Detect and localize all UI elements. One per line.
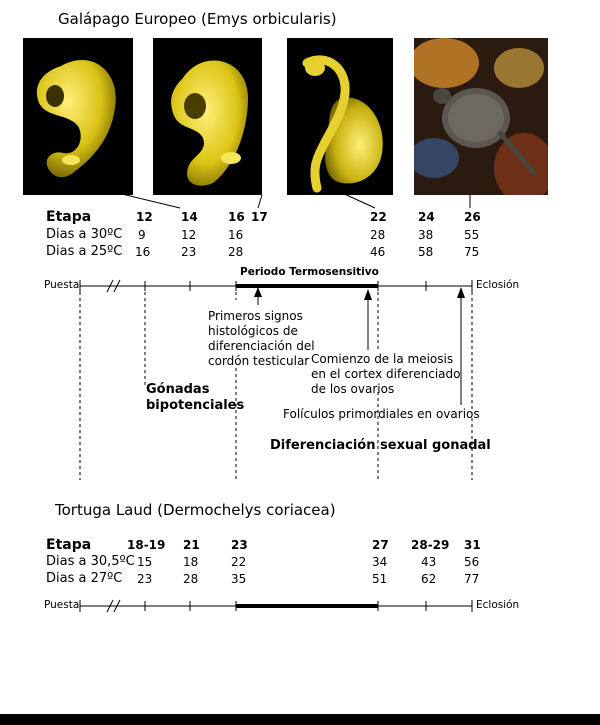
annotation-gonads bbox=[146, 382, 244, 414]
stage-cell: 28-29 bbox=[411, 538, 450, 552]
species-2-title: Tortuga Laud (Dermochelys coriacea) bbox=[55, 501, 336, 519]
days-cell: 18 bbox=[183, 555, 199, 569]
days-cell: 58 bbox=[418, 245, 434, 259]
stage-cell: 23 bbox=[231, 538, 248, 552]
annotation-line: cordón testicular bbox=[208, 354, 310, 368]
stage-cell: 14 bbox=[181, 210, 198, 224]
annotation-follicles: Folículos primordiales en ovarios bbox=[283, 407, 480, 421]
days-cell: 34 bbox=[372, 555, 388, 569]
timeline-2-end-label: Eclosión bbox=[476, 599, 520, 611]
days-cell: 28 bbox=[370, 228, 386, 242]
annotation-sexual-differentiation: Diferenciación sexual gonadal bbox=[270, 438, 491, 453]
species-1-row2-label: Dias a 25ºC bbox=[46, 244, 123, 259]
days-cell: 43 bbox=[421, 555, 437, 569]
annotation-line: histológicos de bbox=[208, 324, 298, 338]
days-cell: 28 bbox=[183, 572, 199, 586]
stage-cell: 31 bbox=[464, 538, 481, 552]
timeline-2-start-label: Puesta bbox=[44, 599, 80, 611]
days-cell: 55 bbox=[464, 228, 480, 242]
days-cell: 9 bbox=[138, 228, 146, 242]
species-2-row1-label: Dias a 30,5ºC bbox=[46, 554, 135, 569]
days-cell: 16 bbox=[228, 228, 244, 242]
stage-cell: 26 bbox=[464, 210, 481, 224]
species-1-row1-label: Dias a 30ºC bbox=[46, 227, 123, 242]
annotation-line: Comienzo de la meiosis bbox=[311, 352, 454, 366]
stage-cell: 24 bbox=[418, 210, 435, 224]
annotation-line: de los ovarios bbox=[311, 382, 395, 396]
days-cell: 77 bbox=[464, 572, 480, 586]
days-cell: 38 bbox=[418, 228, 434, 242]
timeline-1-start-label: Puesta bbox=[44, 279, 80, 291]
thermosensitive-period-label: Periodo Termosensitivo bbox=[240, 266, 379, 278]
annotation-line: en el cortex diferenciado bbox=[311, 367, 461, 381]
annotation-line: diferenciación del bbox=[208, 339, 315, 353]
days-cell: 23 bbox=[137, 572, 153, 586]
annotation-meiosis bbox=[311, 352, 460, 397]
stage-cell: 18-19 bbox=[127, 538, 166, 552]
days-cell: 75 bbox=[464, 245, 480, 259]
species-1-stage-label: Etapa bbox=[46, 209, 92, 225]
stage-cell: 27 bbox=[372, 538, 389, 552]
days-cell: 28 bbox=[228, 245, 244, 259]
timeline-1-end-label: Eclosión bbox=[476, 279, 520, 291]
stage-cell: 17 bbox=[251, 210, 268, 224]
annotation-line: Primeros signos bbox=[208, 309, 303, 323]
days-cell: 51 bbox=[372, 572, 388, 586]
days-cell: 46 bbox=[370, 245, 386, 259]
days-cell: 56 bbox=[464, 555, 480, 569]
stage-cell: 21 bbox=[183, 538, 200, 552]
annotation-line: Gónadas bbox=[146, 382, 210, 397]
days-cell: 16 bbox=[135, 245, 151, 259]
stage-cell: 12 bbox=[136, 210, 153, 224]
annotation-line: bipotenciales bbox=[146, 398, 245, 413]
days-cell: 22 bbox=[231, 555, 247, 569]
days-cell: 23 bbox=[181, 245, 197, 259]
species-1-title: Galápago Europeo (Emys orbicularis) bbox=[58, 10, 337, 28]
species-2-stage-label: Etapa bbox=[46, 537, 92, 553]
annotation-testicular bbox=[208, 309, 315, 369]
days-cell: 62 bbox=[421, 572, 437, 586]
species-2-row2-label: Dias a 27ºC bbox=[46, 571, 123, 586]
days-cell: 15 bbox=[137, 555, 153, 569]
stage-cell: 22 bbox=[370, 210, 387, 224]
days-cell: 35 bbox=[231, 572, 247, 586]
stage-cell: 16 bbox=[228, 210, 245, 224]
days-cell: 12 bbox=[181, 228, 197, 242]
